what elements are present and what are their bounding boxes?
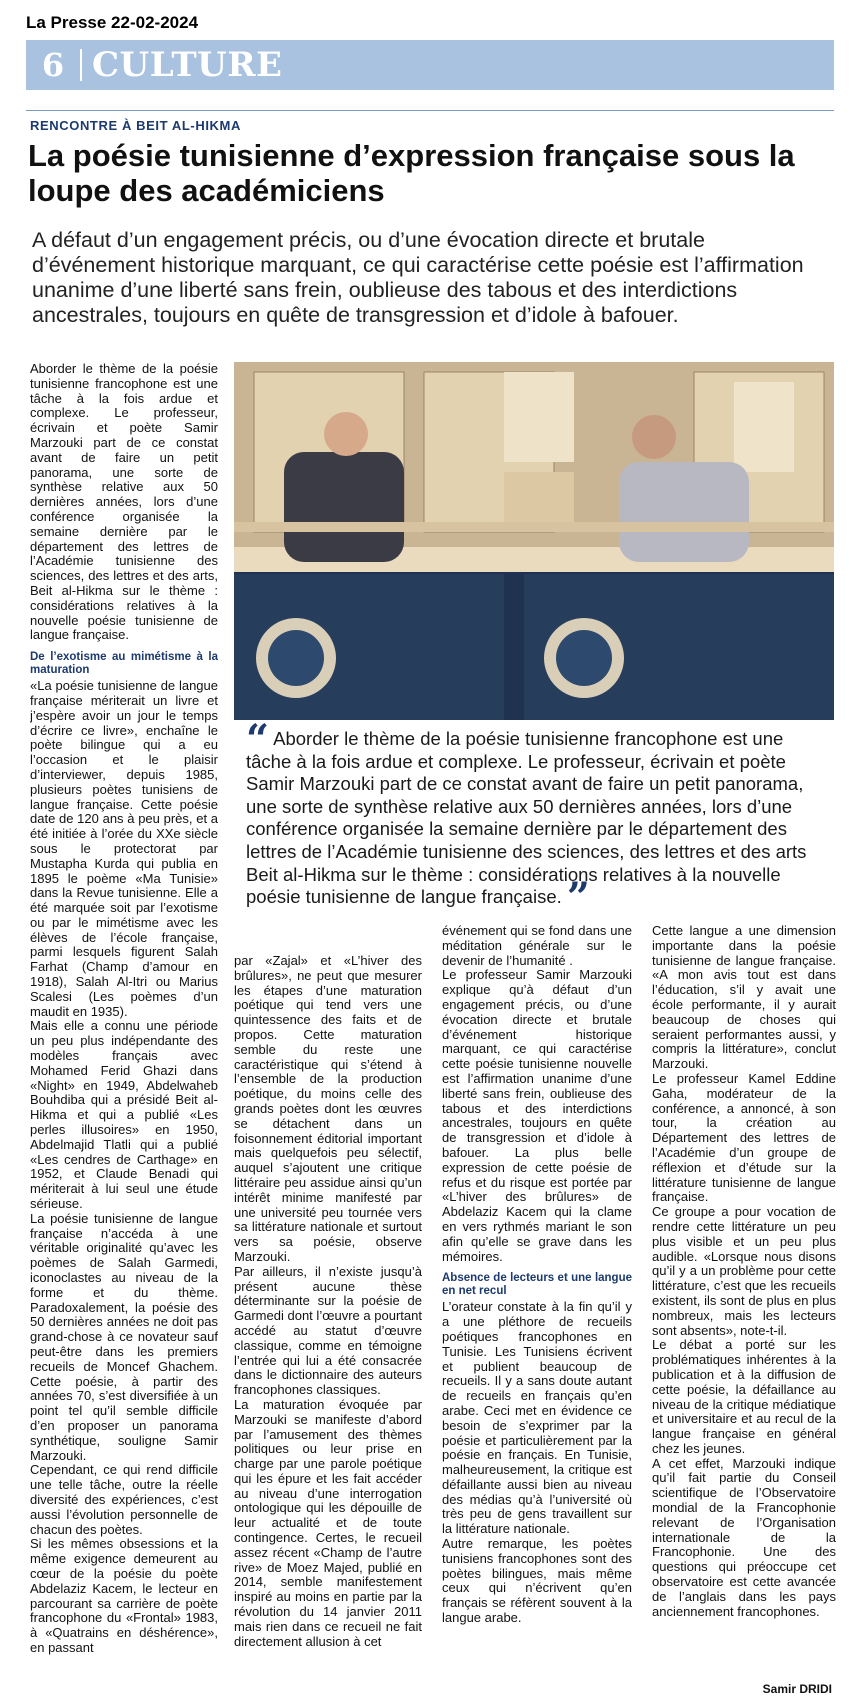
article-title: La poésie tunisienne d’expression française sous la loupe des académiciens: [28, 138, 795, 208]
paragraph: La poésie tunisienne de langue française n’accéda à une véritable originalité qu’avec les poèmes de Salah Garmedi, iconoclastes au niveau de la forme et du thème. Paradoxalement, la poésie des 50 dernières années ne doit pas grand-chose à ce novateur sauf peut-être dans les premiers recueils de Moncef Ghachem. Cette poésie, à partir des années 70, s’est diversifiée à un point tel qu’il semble difficile d’en proposer un panorama synthétique, souligne Samir Marzouki.: [30, 1210, 218, 1463]
paragraph: Le professeur Samir Marzouki explique qu’à défaut d’un engagement précis, ou d’une évocation directe et brutale d’événement historique marquant, ce qui caractérise cette poésie tunisienne nouvelle est l’affirmation unanime d’une liberté sans frein, oublieuse des tabous et des interdictions ancestrales, toujours en quête de transgression et d’idole à bafouer. La plus belle expression de cette poésie de refus et du risque est portée par «L’hiver des brûlures» de Abdelaziz Kacem qui la clame en vers rythmés mariant le son afin qu’elle se grave dans les mémoires.: [442, 967, 632, 1264]
open-quote-icon: “: [246, 716, 270, 763]
close-quote-icon: ”: [566, 874, 590, 922]
paragraph: Cette langue a une dimension importante dans la poésie tunisienne de langue française. «A mon avis tout est dans l’éducation, s’il y avait une école performante, il y aurait beaucoup de choses qui seraient performantes aussi, y compris la littérature», conclut Marzouki.: [652, 924, 836, 1072]
paragraph: Ce groupe a pour vocation de rendre cette littérature un peu plus visible et un peu plus audible. «Lorsque nous disons qu’il y a un problème pour cette littérature, c’est que les recueils existent, ils sont de plus en plus nombreux, mais les lecteurs sont absents», note-t-il.: [652, 1204, 836, 1338]
article-kicker: RENCONTRE À BEIT AL-HIKMA: [30, 118, 241, 133]
subheading: Absence de lecteurs et une langue en net recul: [442, 1272, 632, 1298]
paragraph: La maturation évoquée par Marzouki se manifeste d’abord par l’amusement des thèmes politiques ou leur prise en charge par une parole poétique qui les épure et les fait accéder au niveau d’une interrogation ontologique qui les dépouille de leur actualité et de toute contingence. Certes, le recueil assez récent «Champ de l’autre rive» de Moez Majed, publié en 2014, semble manifestement inspiré au moins en partie par la révolution du 14 janvier 2011 mais rien dans ce recueil ne fait directement allusion à cet: [234, 1396, 422, 1649]
conference-photo: [234, 362, 834, 720]
paragraph: Par ailleurs, il n’existe jusqu’à présent aucune thèse déterminante sur la poésie de Garmedi dont l’œuvre a pourtant accédé au statut d’œuvre classique, comme en témoigne l’entrée qui lui a été consacrée dans le dictionnaire des auteurs francophones classiques.: [234, 1263, 422, 1398]
paragraph: Le débat a porté sur les problématiques inhérentes à la publication et à la diffusion de cette poésie, la défaillance au niveau de la critique médiatique et universitaire et au recul de la langue française en général chez les jeunes.: [652, 1337, 836, 1456]
paragraph: Le professeur Kamel Eddine Gaha, modérateur de la conférence, a annoncé, à son tour, la création au Département des lettres de l’Académie d’un groupe de réflexion et d’étude sur la littérature tunisienne de langue française.: [652, 1070, 836, 1205]
article-column-3: [442, 924, 632, 1684]
pull-quote-text: Aborder le thème de la poésie tunisienne francophone est une tâche à la fois ardue et complexe. Le professeur, écrivain et poète Samir Marzouki part de ce constat avant de faire un petit panorama, une sorte de synthèse relative aux 50 dernières années, lors d’une conférence organisée la semaine dernière par le département des lettres de l’Académie tunisienne des sciences, des lettres et des arts Beit al-Hikma sur le thème : considérations relatives à la nouvelle poésie tunisienne de langue française.: [246, 728, 807, 908]
article-column-1: [30, 362, 218, 1682]
banner-divider: [80, 49, 82, 81]
paragraph: événement qui se fond dans une méditation générale sur le devenir de l’humanité .: [442, 924, 632, 968]
section-title: CULTURE: [92, 45, 283, 85]
pull-quote: [246, 716, 826, 922]
article-column-2: [234, 954, 422, 1684]
paragraph: Cependant, ce qui rend difficile une telle tâche, outre la réelle diversité des expériences, c’est aussi l’évolution personnelle de chacun des poètes.: [30, 1462, 218, 1537]
paragraph: Mais elle a connu une période un peu plus indépendante des modèles français avec Mohamed Ferid Ghazi dans «Night» en 1949, Abdelwaheb Bouhdiba qui a présidé Beit al-Hikma et qui a publié «Les perles illusoires» en 1950, Abdelmajid Tlatli qui a publié «Les cendres de Carthage» en 1952, et Claude Benadi qui mériterait à lui seul une étude sérieuse.: [30, 1018, 218, 1212]
header-rule: [26, 110, 834, 111]
article-column-4: [652, 924, 836, 1684]
page-number: 6: [41, 46, 65, 84]
paragraph: par «Zajal» et «L’hiver des brûlures», ne peut que mesurer les étapes d’une maturation poétique qui tend vers une quintessence des faits et de propos. Cette maturation semble du reste une caractéristique qui s’étend à l’ensemble de la production poétique, du moins celle des grands poètes dont les œuvres se détachent dans un foisonnement éditorial important mais quelquefois peu sélectif, auquel s’ajoutent une critique littéraire peu assidue ainsi qu’un intérêt minime manifesté par une université peu tournée vers sa littérature nationale et surtout vers sa poésie, observe Marzouki.: [234, 954, 422, 1264]
paragraph: A cet effet, Marzouki indique qu’il fait partie du Conseil scientifique de l’Observatoire mondial de la Francophonie relevant de l’Organisation internationale de la Francophonie. Une des questions qui préoccupe cet observatoire est cette avancée de l’anglais dans les pays anciennement francophones.: [652, 1455, 836, 1619]
paragraph: Autre remarque, les poètes tunisiens francophones sont des poètes bilingues, mais même ceux qui n’écrivent qu’en français se réfèrent souvent à la langue arabe.: [442, 1536, 632, 1626]
section-banner: [26, 40, 834, 90]
paragraph: Si les mêmes obsessions et la même exigence demeurent au cœur de la poésie du poète Abdelaziz Kacem, le lecteur en parcourant sa carrière de poète francophone du «Frontal» 1983, à «Quatrains en déshérence», en passant: [30, 1536, 218, 1655]
paragraph: L’orateur constate à la fin qu’il y a une pléthore de recueils poétiques francophones en Tunisie. Les Tunisiens écrivent et publient beaucoup de recueils. Il y a sans doute autant de recueils en français qu’en arabe. Ceci met en évidence ce besoin de s’exprimer par la poésie et particulièrement par la poésie en français. En Tunisie, malheureusement, la critique est défaillante aussi bien au niveau des médias qu’à l’université où très peu de gens travaillent sur la littérature nationale.: [442, 1299, 632, 1537]
article-lead: A défaut d’un engagement précis, ou d’une évocation directe et brutale d’événement historique marquant, ce qui caractérise cette poésie est l’affirmation unanime d’une liberté sans frein, oublieuse des tabous et des interdictions ancestrales, toujours en quête de transgression et d’idole à bafouer.: [32, 228, 804, 327]
publication-date: La Presse 22-02-2024: [26, 13, 199, 32]
paragraph: «La poésie tunisienne de langue française mériterait un livre et j’espère avoir un jour le temps d’écrire ce livre», enchaîne le poète bilingue qui a eu l’occasion et le plaisir d’interviewer, depuis 1985, plusieurs poètes tunisiens de langue française. Cette poésie date de 120 ans à peu près, et a été initiée à l’orée du XXe siècle sous le protectorat par Mustapha Kurda qui publia en 1895 le poème «Ma Tunisie» dans la Revue tunisienne. Elle a été marquée soit par l’exotisme ou par le mimétisme avec les élèves de l’école française, parmi lesquels figurent Salah Farhat (Champ d’amour en 1918), Salah Al-Itri ou Marius Scalesi (Les poèmes d’un maudit en 1935).: [30, 678, 218, 1019]
subheading: De l’exotisme au mimétisme à la maturation: [30, 651, 218, 677]
conference-photo-illustration: [234, 362, 834, 720]
paragraph: Aborder le thème de la poésie tunisienne francophone est une tâche à la fois ardue et complexe. Le professeur, écrivain et poète Samir Marzouki part de ce constat avant de faire un petit panorama, une sorte de synthèse relative aux 50 dernières années, lors d’une conférence organisée la semaine dernière par le département des lettres de l’Académie tunisienne des sciences, des lettres et des arts, Beit al-Hikma sur le thème : considérations relatives à la nouvelle poésie tunisienne de langue française.: [30, 362, 218, 643]
author-signature: Samir DRIDI: [762, 1682, 832, 1696]
